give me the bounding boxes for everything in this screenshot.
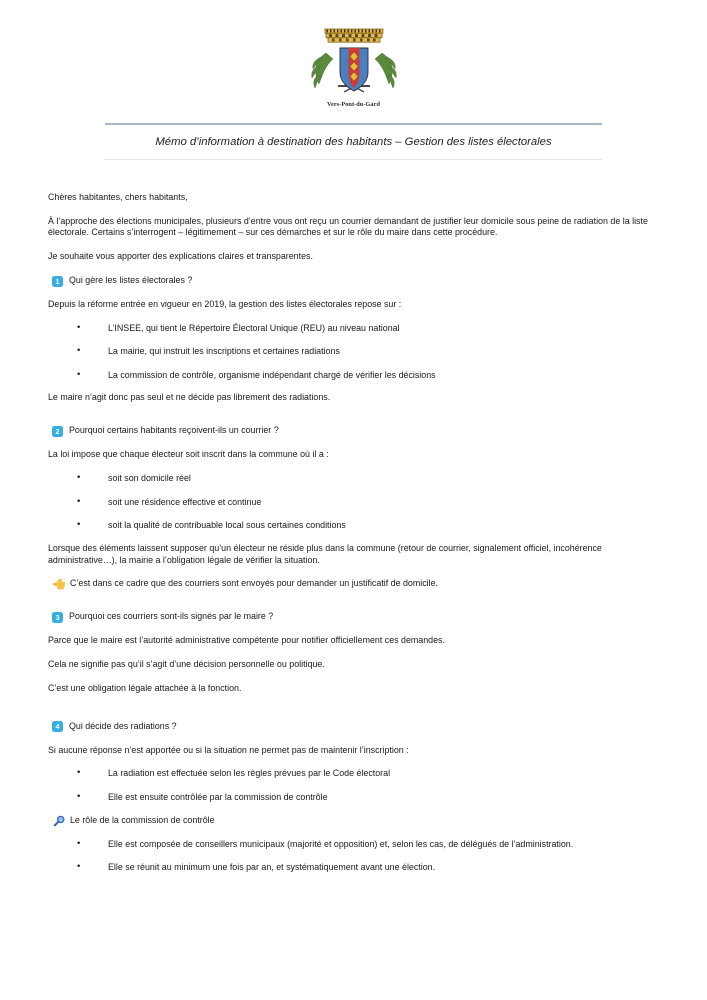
document-body xyxy=(48,160,659,874)
list-item: • La mairie, qui instruit les inscriptions et certaines radiations xyxy=(48,346,659,358)
commune-coat-of-arms xyxy=(302,22,406,108)
list-item: • Elle est ensuite contrôlée par la commission de contrôle xyxy=(48,792,659,804)
section-3-paragraph-2: Cela ne signifie pas qu’il s’agit d’une décision personnelle ou politique. xyxy=(48,659,325,670)
section-1-closing: Le maire n’agit donc pas seul et ne décide pas librement des radiations. xyxy=(48,392,331,403)
list-item: • Elle se réunit au minimum une fois par an, et systématiquement avant une élection. xyxy=(48,862,659,874)
intro-paragraph-1: À l’approche des élections municipales, plusieurs d’entre vous ont reçu un courrier demandant de justifier leur domicile sous peine de radiation de la liste électorale. Certains s’interrogent – légitimement – sur ces démarches et sur le rôle du maire dans cette procédure. xyxy=(48,215,648,238)
section-number-badge-1: 1 xyxy=(52,276,63,287)
salutation: Chères habitantes, chers habitants, xyxy=(48,191,188,202)
title-band xyxy=(105,123,602,160)
section-2-callout-text: C’est dans ce cadre que des courriers sont envoyés pour demander un justificatif de domicile. xyxy=(70,578,439,589)
section-4-lead: Si aucune réponse n’est apportée ou si la situation ne permet pas de maintenir l’inscription : xyxy=(48,744,409,755)
section-heading-1 xyxy=(48,275,659,287)
section-2-bullet-list xyxy=(48,473,659,532)
section-2-closing: Lorsque des éléments laissent supposer qu’un électeur ne réside plus dans la commune (retour de courrier, signalement officiel, incohérence administrative…), la mairie a l’obligation légale de vérifier la situation. xyxy=(48,542,602,565)
section-heading-2 xyxy=(48,425,659,437)
intro-paragraph-2: Je souhaite vous apporter des explications claires et transparentes. xyxy=(48,251,313,262)
section-heading-4 xyxy=(48,721,659,733)
list-item: • soit une résidence effective et continue xyxy=(48,497,659,509)
commune-name: Vers-Pont-du-Gard xyxy=(326,101,381,108)
section-4-callout-text: Le rôle de la commission de contrôle xyxy=(70,814,215,825)
list-item: • soit la qualité de contribuable local sous certaines conditions xyxy=(48,520,659,532)
list-item: • La commission de contrôle, organisme indépendant chargé de vérifier les décisions xyxy=(48,370,659,382)
pointing-right-hand-icon xyxy=(53,578,66,590)
section-4-bullet-list xyxy=(48,768,659,803)
list-item: • Elle est composée de conseillers municipaux (majorité et opposition) et, selon les cas, de délégués de l’administration. xyxy=(48,839,659,851)
section-heading-text-3: Pourquoi ces courriers sont-ils signés par le maire ? xyxy=(69,611,274,622)
section-1-bullet-list xyxy=(48,323,659,382)
section-2-lead: La loi impose que chaque électeur soit inscrit dans la commune où il a : xyxy=(48,449,329,460)
list-item: • L’INSEE, qui tient le Répertoire Électoral Unique (REU) au niveau national xyxy=(48,323,659,335)
section-number-badge-4: 4 xyxy=(52,721,63,732)
section-4-callout xyxy=(48,815,659,827)
page-title: Mémo d’information à destination des habitants – Gestion des listes électorales xyxy=(155,136,552,148)
section-heading-text-2: Pourquoi certains habitants reçoivent-ils un courrier ? xyxy=(69,425,279,436)
document-header xyxy=(0,0,707,111)
section-4-sub-bullet-list xyxy=(48,839,659,874)
section-number-badge-2: 2 xyxy=(52,426,63,437)
section-3-paragraph-1: Parce que le maire est l’autorité administrative compétente pour notifier officiellement ces demandes. xyxy=(48,635,445,646)
section-number-badge-3: 3 xyxy=(52,612,63,623)
section-heading-3 xyxy=(48,611,659,623)
section-1-lead: Depuis la réforme entrée en vigueur en 2019, la gestion des listes électorales repose sur : xyxy=(48,298,402,309)
section-2-callout xyxy=(48,578,659,590)
section-heading-text-1: Qui gère les listes électorales ? xyxy=(69,275,193,286)
section-3-paragraph-3: C’est une obligation légale attachée à la fonction. xyxy=(48,682,242,693)
list-item: • La radiation est effectuée selon les règles prévues par le Code électoral xyxy=(48,768,659,780)
magnifying-glass-icon xyxy=(53,815,66,827)
list-item: • soit son domicile réel xyxy=(48,473,659,485)
section-heading-text-4: Qui décide des radiations ? xyxy=(69,720,177,731)
